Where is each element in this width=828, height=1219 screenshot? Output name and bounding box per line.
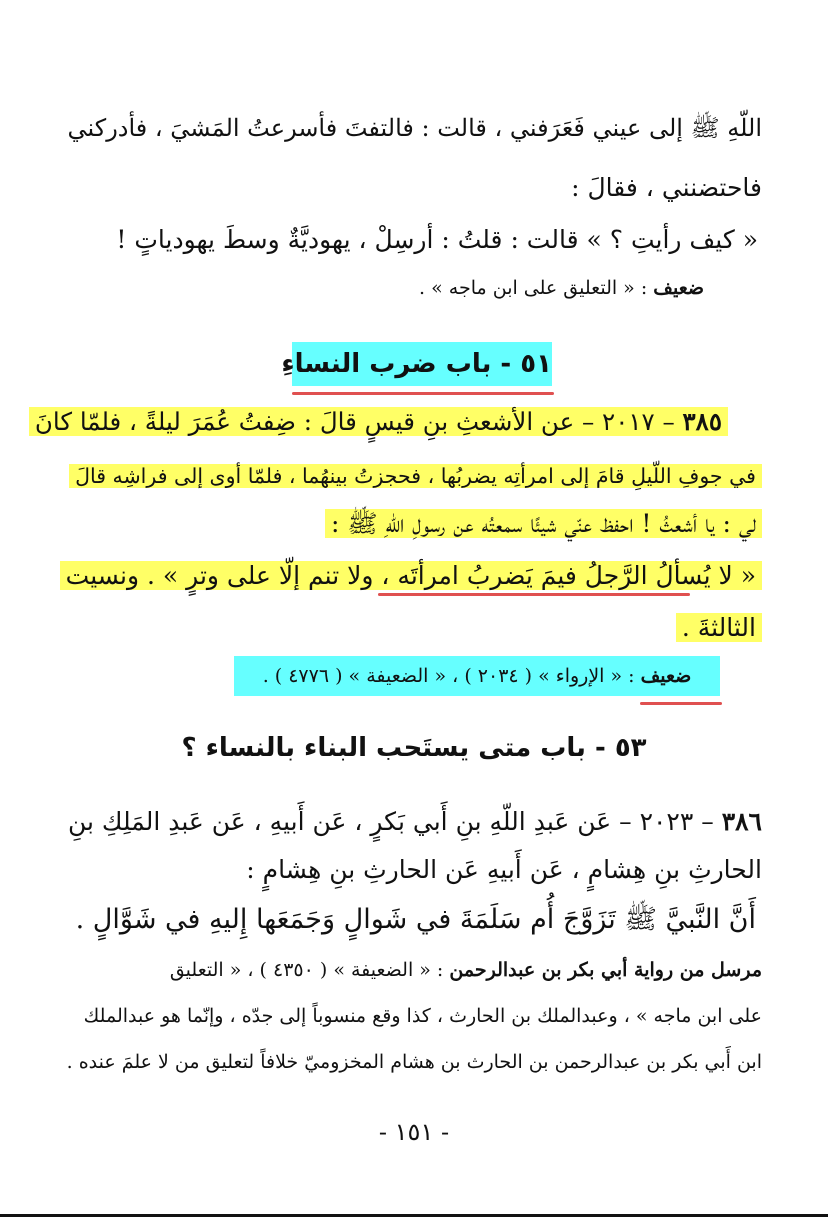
page-bottom-rule	[0, 1214, 828, 1217]
grade-line: ابن أَبي بكر بن عبدالرحمن بن الحارث بن هشام المخزوميّ خلافاً لتعليق من لا علمَ عنده .	[66, 1051, 762, 1073]
heading-underline	[292, 392, 554, 395]
hadith-number: ٣٨٥	[682, 407, 722, 436]
grade-line: على ابن ماجه » ، وعبدالملك بن الحارث ، كذا وقع منسوباً إلى جدّه ، وإنّما هو عبدالملك	[83, 1005, 762, 1027]
chapter-title: ٥٣ - باب متى يستَحب البناء بالنساء ؟	[181, 733, 647, 763]
grade-text: : « التعليق على ابن ماجه » .	[419, 277, 648, 299]
grade-box	[234, 656, 720, 696]
highlighted-text: الثالثةَ .	[676, 613, 762, 642]
hadith-line: الحارثِ بنِ هِشامٍ ، عَن أَبيهِ عَن الحارثِ بنِ هِشامٍ :	[246, 855, 762, 884]
hadith-line	[68, 802, 762, 842]
page-number: - ١٥١ -	[378, 1118, 450, 1146]
chapter-title: ٥١ - باب ضرب النساءِ	[281, 349, 552, 379]
text-line: اللّهِ ﷺ إلى عيني فَعَرَفني ، قالت : فالتفتَ فأسرعتُ المَشيَ ، فأدركني	[67, 114, 762, 142]
highlighted-text: « لا يُسألُ الرَّجلُ فيمَ يَضربُ امرأتَه ، ولا تنم إلّا على وترٍ » . ونسيت	[60, 561, 762, 590]
grade-line	[419, 268, 704, 308]
text-line: فاحتضنني ، فقالَ :	[571, 173, 762, 202]
grade-label: ضعيف	[640, 665, 692, 687]
hadith-line	[325, 504, 762, 544]
hadith-text: – ٢٠١٧ – عن الأشعثِ بنِ قيسٍ قالَ : ضِفتُ عُمَرَ ليلةً ، فلمّا كانَ	[34, 407, 675, 436]
highlighted-text: لي : يا أشعثُ ! احفظ عنّي شيئًا سمعتُه عن رسولِ اللّهِ ﷺ :	[325, 509, 762, 538]
chapter-heading-box	[281, 342, 552, 386]
grade-label: ضعيف	[653, 277, 704, 299]
grade-underline	[640, 702, 722, 705]
text-underline	[378, 593, 690, 596]
hadith-line	[676, 608, 762, 648]
hadith-line	[29, 402, 728, 442]
grade-text: : « الإرواء » ( ٢٠٣٤ ) ، « الضعيفة » ( ٤٧٧٦ ) .	[262, 665, 635, 687]
hadith-text: – ٢٠٢٣ – عَن عَبدِ اللّهِ بنِ أَبي بَكرٍ ، عَن أَبيهِ ، عَن عَبدِ المَلِكِ بنِ	[67, 807, 714, 836]
grade-line	[170, 950, 762, 990]
hadith-quote-line	[60, 556, 762, 596]
grade-text: : « الضعيفة » ( ٤٣٥٠ ) ، « التعليق	[169, 959, 444, 981]
grade-label: مرسل من رواية أبي بكر بن عبدالرحمن	[449, 959, 762, 981]
quote-line: « كيف رأيتِ ؟ » قالت : قلتُ : أرسِلْ ، يهوديَّةٌ وسطَ يهودياتٍ !	[116, 225, 758, 254]
hadith-line	[69, 456, 762, 496]
highlighted-text: في جوفِ اللّيلِ قامَ إلى امرأتِه يضربُها ، فحجزتُ بينهُما ، فلمّا أوى إلى فراشِه قالَ	[69, 464, 762, 488]
hadith-matn-line: أَنَّ النَّبيَّ ﷺ تَزَوَّجَ أُم سَلَمَةَ في شَوالٍ وَجَمَعَها إِليهِ في شَوَّالٍ .	[75, 904, 756, 935]
hadith-number: ٣٨٦	[721, 807, 762, 836]
highlighted-text	[29, 407, 728, 436]
